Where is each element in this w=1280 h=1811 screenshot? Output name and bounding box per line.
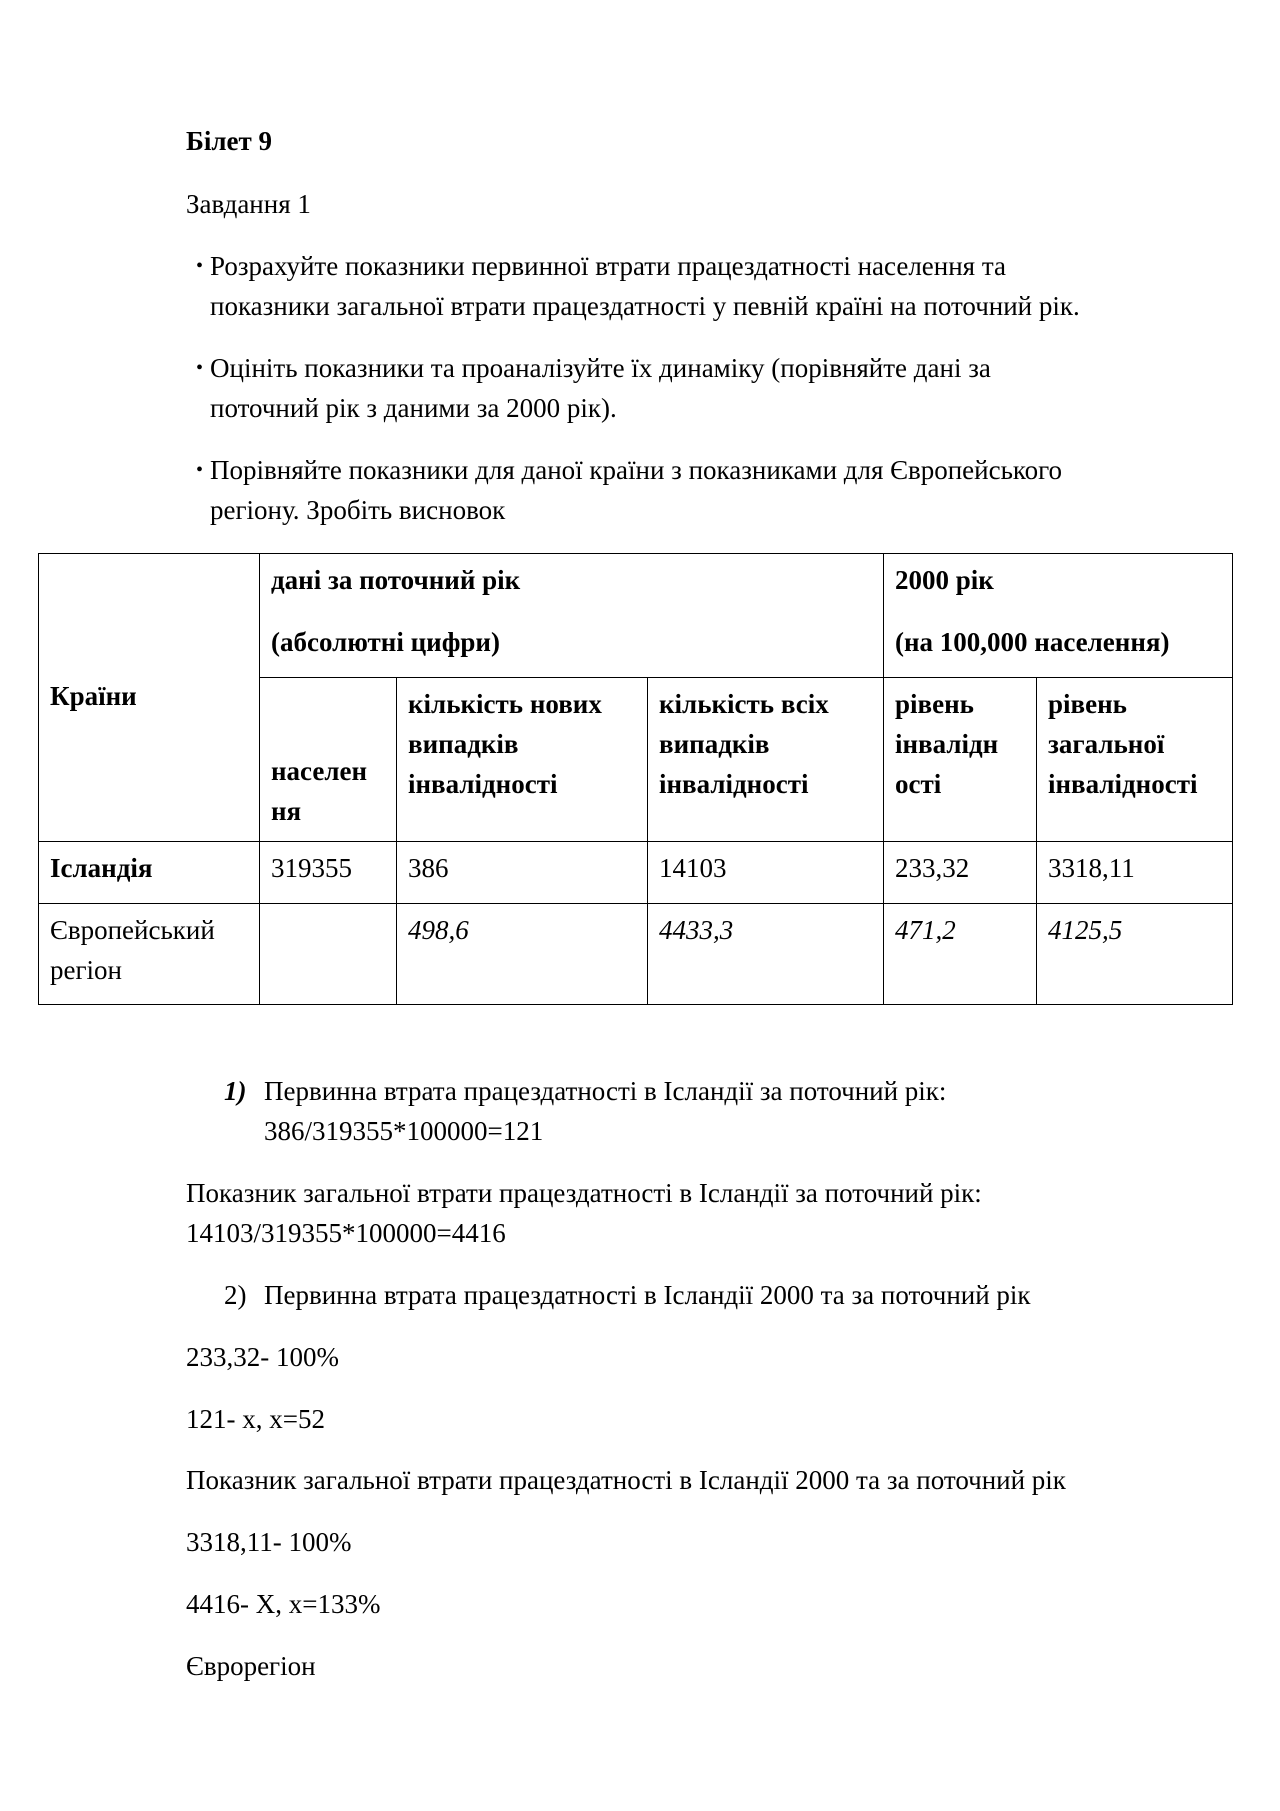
solution-item-1-text: Первинна втрата працездатності в Ісландії за поточний рік: 386/319355*100000=121 bbox=[264, 1076, 947, 1146]
countries-header: Країни bbox=[39, 554, 260, 842]
population-header: населен ня bbox=[260, 678, 397, 842]
solution-item-2-text: Первинна втрата працездатності в Ісландії 2000 та за поточний рік bbox=[264, 1280, 1031, 1310]
table-row bbox=[39, 842, 1233, 904]
all-cases-cell: 14103 bbox=[648, 842, 884, 904]
new-cases-header: кількість нових випадків інвалідності bbox=[397, 678, 648, 842]
new-cases-cell: 386 bbox=[397, 842, 648, 904]
bullet-text: Розрахуйте показники первинної втрати працездатності населення та показники загальної втрати працездатності у певній країні на поточний рік. bbox=[210, 251, 1080, 321]
solution-item-2-number: 2) bbox=[224, 1280, 247, 1310]
current-year-group-header: дані за поточний рік (абсолютні цифри) bbox=[260, 554, 884, 678]
calc-line: 233,32- 100% bbox=[186, 1342, 339, 1372]
euroregion-label: Єврорегіон bbox=[186, 1651, 316, 1681]
disability-rate-cell: 233,32 bbox=[884, 842, 1037, 904]
general-loss-text: Показник загальної втрати працездатності в Ісландії за поточний рік: 14103/319355*100000=4416 bbox=[186, 1178, 982, 1248]
all-cases-cell: 4433,3 bbox=[648, 904, 884, 1005]
bullet-icon: • bbox=[196, 357, 204, 379]
task-label: Завдання 1 bbox=[186, 189, 311, 219]
country-cell: Європейський регіон bbox=[39, 904, 260, 1005]
population-cell bbox=[260, 904, 397, 1005]
calc-line: 4416- Х, х=133% bbox=[186, 1589, 381, 1619]
general-disability-rate-header: рівень загальної інвалідності bbox=[1037, 678, 1233, 842]
country-cell: Ісландія bbox=[39, 842, 260, 904]
population-cell: 319355 bbox=[260, 842, 397, 904]
bullet-text: Оцініть показники та проаналізуйте їх динаміку (порівняйте дані за поточний рік з даними за 2000 рік). bbox=[210, 353, 991, 423]
general-rate-cell: 4125,5 bbox=[1037, 904, 1233, 1005]
ticket-title: Білет 9 bbox=[186, 126, 272, 156]
general-rate-cell: 3318,11 bbox=[1037, 842, 1233, 904]
bullet-text: Порівняйте показники для даної країни з показниками для Європейського регіону. Зробіть висновок bbox=[210, 455, 1063, 525]
bullet-icon: • bbox=[196, 255, 204, 277]
calc-line: 3318,11- 100% bbox=[186, 1527, 352, 1557]
disability-rate-cell: 471,2 bbox=[884, 904, 1037, 1005]
general-loss-comparison-text: Показник загальної втрати працездатності в Ісландії 2000 та за поточний рік bbox=[186, 1465, 1066, 1495]
table-row bbox=[39, 904, 1233, 1005]
bullet-icon: • bbox=[196, 459, 204, 481]
disability-rate-header: рівень інвалідн ості bbox=[884, 678, 1037, 842]
calc-line: 121- х, х=52 bbox=[186, 1404, 325, 1434]
year-2000-group-header: 2000 рік (на 100,000 населення) bbox=[884, 554, 1233, 678]
disability-data-table bbox=[38, 553, 1233, 1005]
solution-item-1-number: 1) bbox=[224, 1076, 247, 1106]
new-cases-cell: 498,6 bbox=[397, 904, 648, 1005]
all-cases-header: кількість всіх випадків інвалідності bbox=[648, 678, 884, 842]
